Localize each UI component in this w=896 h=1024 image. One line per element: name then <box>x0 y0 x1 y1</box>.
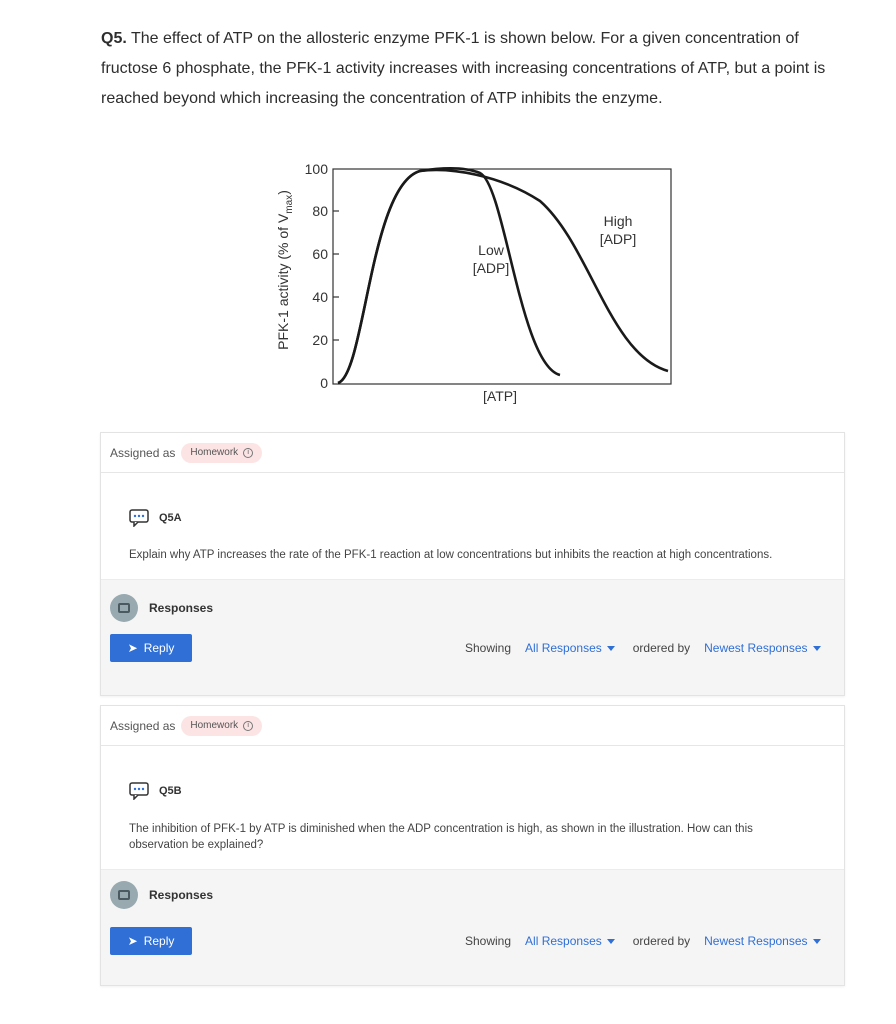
reply-button[interactable]: ➤ Reply <box>110 634 192 662</box>
ordered-by-label: ordered by <box>632 641 691 655</box>
caret-down-icon <box>813 646 821 651</box>
question-card-q5b <box>100 705 845 986</box>
avatar <box>110 594 138 622</box>
responses-row <box>101 586 844 630</box>
y-tick-40: 40 <box>312 289 328 305</box>
low-adp-label-line1: Low <box>478 242 504 258</box>
y-tick-100: 100 <box>304 161 328 177</box>
comment-icon <box>118 890 130 900</box>
reply-button[interactable]: ➤ Reply <box>110 927 192 955</box>
caret-down-icon <box>813 939 821 944</box>
y-axis-label: PFK-1 activity (% of $V_{max}$) <box>275 190 295 350</box>
question-text <box>101 24 841 114</box>
question-number: Q5. <box>101 30 127 47</box>
y-tick-0: 0 <box>320 375 328 391</box>
assignment-bar <box>101 433 844 473</box>
x-axis-label: [ATP] <box>483 388 517 404</box>
action-row <box>101 633 844 663</box>
question-header <box>129 509 816 527</box>
order-dropdown[interactable]: Newest Responses <box>704 641 820 655</box>
question-card-q5a <box>100 432 845 696</box>
send-icon: ➤ <box>127 934 138 948</box>
question-prompt: The inhibition of PFK-1 by ATP is diminished when the ADP concentration is high, as shown in the illustration. How can this observation be explained? <box>129 823 753 851</box>
y-tick-80: 80 <box>312 203 328 219</box>
assigned-as-label: Assigned as <box>110 445 176 460</box>
assigned-as-label: Assigned as <box>110 718 176 733</box>
plot-frame <box>333 169 671 384</box>
question-title: Q5B <box>159 785 182 797</box>
action-row <box>101 926 844 956</box>
showing-label: Showing <box>465 641 512 655</box>
responses-label: Responses <box>149 601 214 615</box>
low-adp-label-line2: [ADP] <box>472 260 510 276</box>
info-icon[interactable]: i <box>243 448 253 458</box>
activity-curve-graph <box>270 155 680 410</box>
question-prompt: Explain why ATP increases the rate of the PFK-1 reaction at low concentrations but inhibits the reaction at high concentrations. <box>129 549 773 561</box>
high-adp-curve <box>338 170 668 383</box>
y-tick-60: 60 <box>312 246 328 262</box>
comment-icon <box>118 603 130 613</box>
high-adp-label-line1: High <box>603 213 633 229</box>
homework-badge[interactable]: Homework i <box>181 443 262 463</box>
caret-down-icon <box>607 939 615 944</box>
question-body-q5b <box>101 746 844 870</box>
responses-label: Responses <box>149 888 214 902</box>
question-body: The effect of ATP on the allosteric enzyme PFK-1 is shown below. For a given concentration of fructose 6 phosphate, the PFK-1 activity increases with increasing concentrations of ATP, but a point is reached beyond which increasing the concentration of ATP inhibits the enzyme. <box>101 30 826 107</box>
question-title: Q5A <box>159 512 182 524</box>
showing-dropdown[interactable]: All Responses <box>525 641 615 655</box>
chat-icon <box>129 782 149 800</box>
send-icon: ➤ <box>127 641 138 655</box>
showing-label: Showing <box>465 934 512 948</box>
info-icon[interactable]: i <box>243 721 253 731</box>
chat-icon <box>129 509 149 527</box>
question-header <box>129 782 816 800</box>
response-filters <box>465 926 821 956</box>
caret-down-icon <box>607 646 615 651</box>
y-tick-marks <box>333 211 339 340</box>
assignment-bar <box>101 706 844 746</box>
showing-dropdown[interactable]: All Responses <box>525 934 615 948</box>
pfk-activity-figure <box>270 155 680 410</box>
homework-badge[interactable]: Homework i <box>181 716 262 736</box>
response-filters <box>465 633 821 663</box>
high-adp-label-line2: [ADP] <box>599 231 637 247</box>
ordered-by-label: ordered by <box>632 934 691 948</box>
order-dropdown[interactable]: Newest Responses <box>704 934 820 948</box>
question-body-q5a <box>101 473 844 580</box>
y-tick-20: 20 <box>312 332 328 348</box>
avatar <box>110 881 138 909</box>
responses-row <box>101 873 844 917</box>
